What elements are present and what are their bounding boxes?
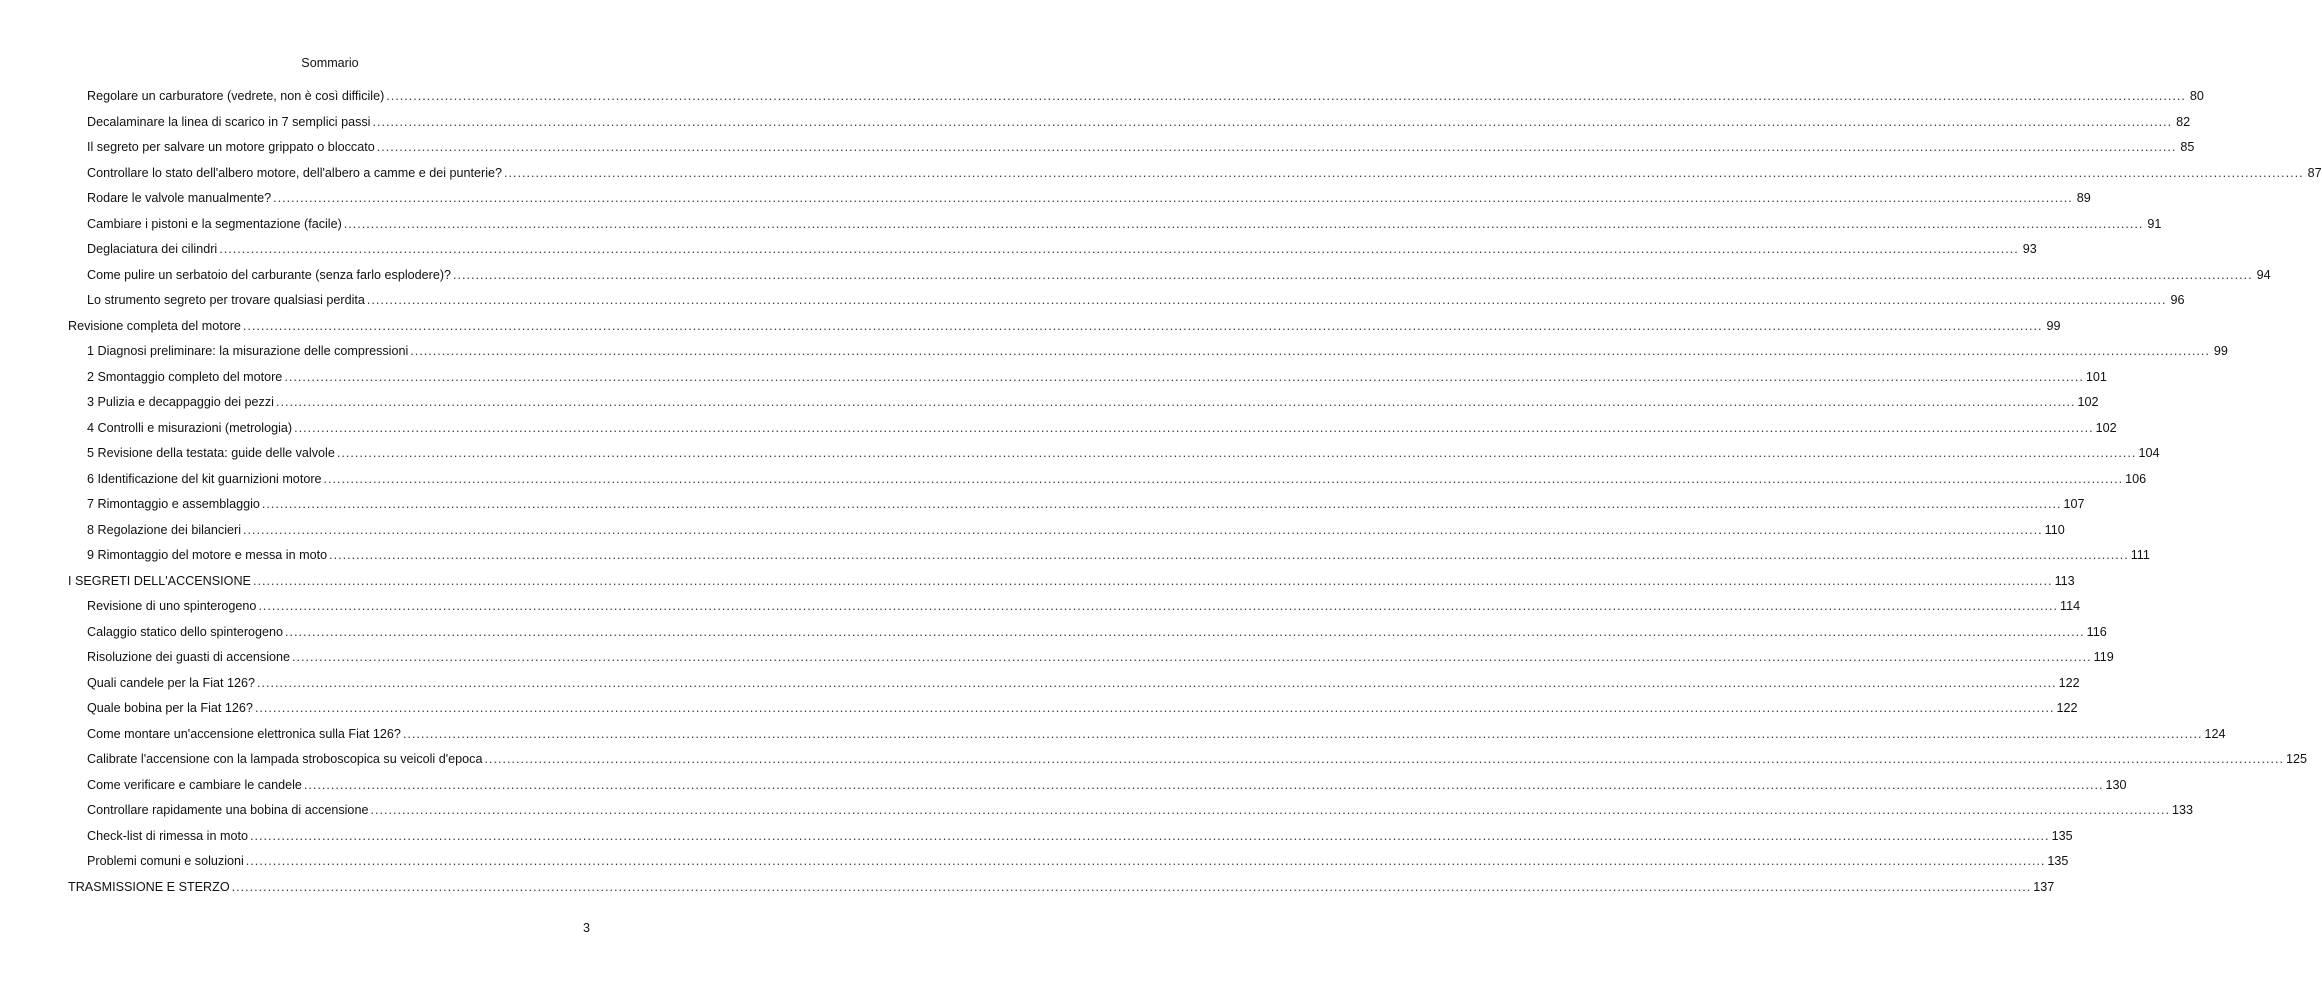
toc-entry-title: Problemi comuni e soluzioni — [87, 854, 244, 868]
toc-entry-title: Cambiare i pistoni e la segmentazione (facile) — [87, 216, 342, 231]
toc-entry[interactable] — [87, 343, 2228, 359]
toc-entry-title: Quali candele per la Fiat 126? — [87, 675, 256, 690]
toc-dot-leader: ................................................................................................................................................................................................................................................................................................................................................................................................................ — [257, 675, 2057, 690]
toc-dot-leader: ................................................................................................................................................................................................................................................................................................................................................................................................................ — [343, 216, 2144, 231]
toc-dot-leader: ................................................................................................................................................................................................................................................................................................................................................................................................................ — [336, 446, 2137, 460]
toc-entry-page: 99 — [2046, 318, 2061, 333]
toc-entry-title: 2 Smontaggio completo del motore — [87, 369, 283, 384]
toc-dot-leader: ................................................................................................................................................................................................................................................................................................................................................................................................................ — [273, 191, 2073, 205]
toc-entry-title: 3 Pulizia e decappaggio dei pezzi — [87, 395, 274, 409]
toc-entry-title: 9 Rimontaggio del motore e messa in moto — [87, 548, 328, 562]
toc-entry-page: 124 — [2204, 726, 2226, 741]
toc-entry[interactable] — [87, 292, 2185, 308]
toc-entry[interactable] — [87, 853, 2069, 869]
toc-entry-title: Lo strumento segreto per trovare qualsiasi perdita — [87, 293, 365, 307]
toc-entry-page: 133 — [2172, 803, 2194, 817]
toc-entry[interactable] — [87, 522, 2065, 538]
toc-entry[interactable] — [87, 547, 2150, 563]
toc-entry-page: 116 — [2086, 624, 2107, 639]
toc-entry[interactable] — [87, 751, 2308, 767]
toc-entry[interactable] — [68, 573, 2075, 589]
toc-entry-title: Check-list di rimessa in moto — [87, 828, 248, 843]
toc-dot-leader: ................................................................................................................................................................................................................................................................................................................................................................................................................ — [453, 267, 2253, 282]
toc-dot-leader: ................................................................................................................................................................................................................................................................................................................................................................................................................ — [294, 420, 2094, 435]
toc-entry-page: 99 — [2213, 344, 2228, 358]
toc-entry-title: Calibrate l'accensione con la lampada stroboscopica su veicoli d'epoca — [87, 752, 483, 766]
toc-entry-page: 107 — [2063, 497, 2085, 511]
toc-dot-leader: ................................................................................................................................................................................................................................................................................................................................................................................................................ — [504, 165, 2304, 180]
toc-entry[interactable] — [87, 394, 2099, 410]
toc-entry-title: Come pulire un serbatoio del carburante (senza farlo esplodere)? — [87, 267, 452, 282]
toc-entry-title: Calaggio statico dello spinterogeno — [87, 624, 284, 639]
toc-dot-leader: ................................................................................................................................................................................................................................................................................................................................................................................................................ — [243, 522, 2043, 537]
toc-entry-page: 110 — [2044, 522, 2065, 537]
toc-entry-title: Revisione di uno spinterogeno — [87, 599, 257, 613]
toc-dot-leader: ................................................................................................................................................................................................................................................................................................................................................................................................................ — [242, 318, 2043, 333]
toc-entry-page: 91 — [2147, 216, 2162, 231]
toc-dot-leader: ................................................................................................................................................................................................................................................................................................................................................................................................................ — [261, 497, 2062, 511]
toc-entry[interactable] — [87, 700, 2078, 716]
toc-dot-leader: ................................................................................................................................................................................................................................................................................................................................................................................................................ — [370, 803, 2171, 817]
toc-entry-title: 8 Regolazione dei bilancieri — [87, 522, 242, 537]
toc-entry-page: 106 — [2125, 471, 2147, 486]
toc-dot-leader: ................................................................................................................................................................................................................................................................................................................................................................................................................ — [410, 344, 2210, 358]
toc-entry-title: Come verificare e cambiare le candele — [87, 777, 302, 792]
toc-entry-page: 135 — [2047, 854, 2069, 868]
toc-dot-leader: ................................................................................................................................................................................................................................................................................................................................................................................................................ — [284, 369, 2084, 384]
toc-dot-leader: ................................................................................................................................................................................................................................................................................................................................................................................................................ — [292, 650, 2092, 664]
toc-entry-title: Come montare un'accensione elettronica sulla Fiat 126? — [87, 726, 401, 741]
toc-entry-title: Deglaciatura dei cilindri — [87, 242, 218, 256]
toc-entry-page: 102 — [2077, 395, 2099, 409]
toc-entry[interactable] — [87, 598, 2081, 614]
toc-entry-page: 87 — [2307, 165, 2322, 180]
toc-entry-title: Controllare lo stato dell'albero motore, dell'albero a camme e dei punterie? — [87, 165, 503, 180]
toc-entry[interactable] — [68, 879, 2055, 895]
toc-entry-title: 4 Controlli e misurazioni (metrologia) — [87, 420, 293, 435]
toc-entry-title: I SEGRETI DELL'ACCENSIONE — [68, 573, 251, 588]
toc-entry-title: 6 Identificazione del kit guarnizioni motore — [87, 471, 322, 486]
toc-dot-leader: ................................................................................................................................................................................................................................................................................................................................................................................................................ — [254, 701, 2055, 715]
toc-entry-page: 93 — [2022, 242, 2037, 256]
toc-dot-leader: ................................................................................................................................................................................................................................................................................................................................................................................................................ — [372, 114, 2173, 129]
toc-entry[interactable] — [87, 114, 2191, 130]
toc-entry-page: 114 — [2060, 599, 2081, 613]
toc-entry-title: Quale bobina per la Fiat 126? — [87, 701, 253, 715]
toc-entry-title: Regolare un carburatore (vedrete, non è così difficile) — [87, 89, 385, 103]
toc-entry-page: 111 — [2130, 548, 2150, 562]
toc-entry-title: Rodare le valvole manualmente? — [87, 191, 272, 205]
toc-entry-title: 5 Revisione della testata: guide delle valvole — [87, 446, 335, 460]
toc-entry-page: 104 — [2138, 446, 2160, 460]
toc-entry[interactable] — [87, 216, 2162, 232]
toc-entry-page: 122 — [2058, 675, 2080, 690]
toc-entry-page: 130 — [2105, 777, 2127, 792]
toc-entry[interactable] — [87, 420, 2117, 436]
toc-entry-page: 102 — [2095, 420, 2117, 435]
toc-entry-title: Risoluzione dei guasti di accensione — [87, 650, 291, 664]
toc-entry-title: 7 Rimontaggio e assemblaggio — [87, 497, 260, 511]
toc-dot-leader: ................................................................................................................................................................................................................................................................................................................................................................................................................ — [285, 624, 2085, 639]
toc-entry[interactable] — [87, 675, 2080, 691]
toc-dot-leader: ................................................................................................................................................................................................................................................................................................................................................................................................................ — [252, 573, 2053, 588]
toc-dot-leader: ................................................................................................................................................................................................................................................................................................................................................................................................................ — [323, 471, 2124, 486]
toc-dot-leader: ................................................................................................................................................................................................................................................................................................................................................................................................................ — [245, 854, 2046, 868]
toc-entry-page: 89 — [2076, 191, 2091, 205]
toc-dot-leader: ................................................................................................................................................................................................................................................................................................................................................................................................................ — [329, 548, 2129, 562]
toc-entry-title: 1 Diagnosi preliminare: la misurazione delle compressioni — [87, 344, 409, 358]
toc-dot-leader: ................................................................................................................................................................................................................................................................................................................................................................................................................ — [231, 879, 2032, 894]
toc-dot-leader: ................................................................................................................................................................................................................................................................................................................................................................................................................ — [402, 726, 2203, 741]
toc-entry[interactable] — [68, 318, 2061, 334]
toc-entry[interactable] — [87, 496, 2085, 512]
toc-entry[interactable] — [87, 165, 2322, 181]
toc-dot-leader: ................................................................................................................................................................................................................................................................................................................................................................................................................ — [258, 599, 2059, 613]
page-title: Sommario — [301, 56, 359, 70]
toc-dot-leader: ................................................................................................................................................................................................................................................................................................................................................................................................................ — [219, 242, 2019, 256]
toc-entry-page: 125 — [2286, 752, 2308, 766]
toc-entry-page: 80 — [2189, 89, 2204, 103]
toc-entry-page: 135 — [2051, 828, 2073, 843]
toc-entry-page: 113 — [2054, 573, 2075, 588]
toc-entry-page: 137 — [2033, 879, 2055, 894]
toc-entry-page: 122 — [2056, 701, 2078, 715]
toc-entry-page: 119 — [2093, 650, 2114, 664]
toc-entry[interactable] — [87, 88, 2204, 104]
toc-dot-leader: ................................................................................................................................................................................................................................................................................................................................................................................................................ — [249, 828, 2050, 843]
toc-entry[interactable] — [87, 802, 2194, 818]
toc-entry[interactable] — [87, 624, 2107, 640]
toc-entry[interactable] — [87, 267, 2271, 283]
toc-entry-page: 82 — [2176, 114, 2191, 129]
toc-entry[interactable] — [87, 445, 2160, 461]
toc-entry[interactable] — [87, 828, 2073, 844]
toc-entry[interactable] — [87, 777, 2127, 793]
toc-dot-leader: ................................................................................................................................................................................................................................................................................................................................................................................................................ — [386, 89, 2186, 103]
toc-entry[interactable] — [87, 369, 2107, 385]
toc-entry-title: Revisione completa del motore — [68, 318, 241, 333]
toc-entry-title: TRASMISSIONE E STERZO — [68, 879, 230, 894]
toc-entry[interactable] — [87, 139, 2195, 155]
toc-entry[interactable] — [87, 190, 2091, 206]
toc-entry[interactable] — [87, 726, 2226, 742]
toc-entry[interactable] — [87, 649, 2114, 665]
page-number: 3 — [582, 921, 590, 935]
toc-entry-page: 96 — [2170, 293, 2185, 307]
toc-dot-leader: ................................................................................................................................................................................................................................................................................................................................................................................................................ — [366, 293, 2167, 307]
toc-entry-page: 101 — [2085, 369, 2107, 384]
toc-dot-leader: ................................................................................................................................................................................................................................................................................................................................................................................................................ — [275, 395, 2076, 409]
toc-dot-leader: ................................................................................................................................................................................................................................................................................................................................................................................................................ — [484, 752, 2285, 766]
toc-entry-page: 85 — [2180, 140, 2195, 154]
toc-entry-title: Controllare rapidamente una bobina di accensione — [87, 803, 369, 817]
toc-dot-leader: ................................................................................................................................................................................................................................................................................................................................................................................................................ — [376, 140, 2177, 154]
toc-entry[interactable] — [87, 471, 2147, 487]
toc-entry-title: Il segreto per salvare un motore grippato o bloccato — [87, 140, 375, 154]
toc-entry[interactable] — [87, 241, 2037, 257]
toc-entry-page: 94 — [2256, 267, 2271, 282]
toc-dot-leader: ................................................................................................................................................................................................................................................................................................................................................................................................................ — [303, 777, 2104, 792]
toc-entry-title: Decalaminare la linea di scarico in 7 semplici passi — [87, 114, 371, 129]
